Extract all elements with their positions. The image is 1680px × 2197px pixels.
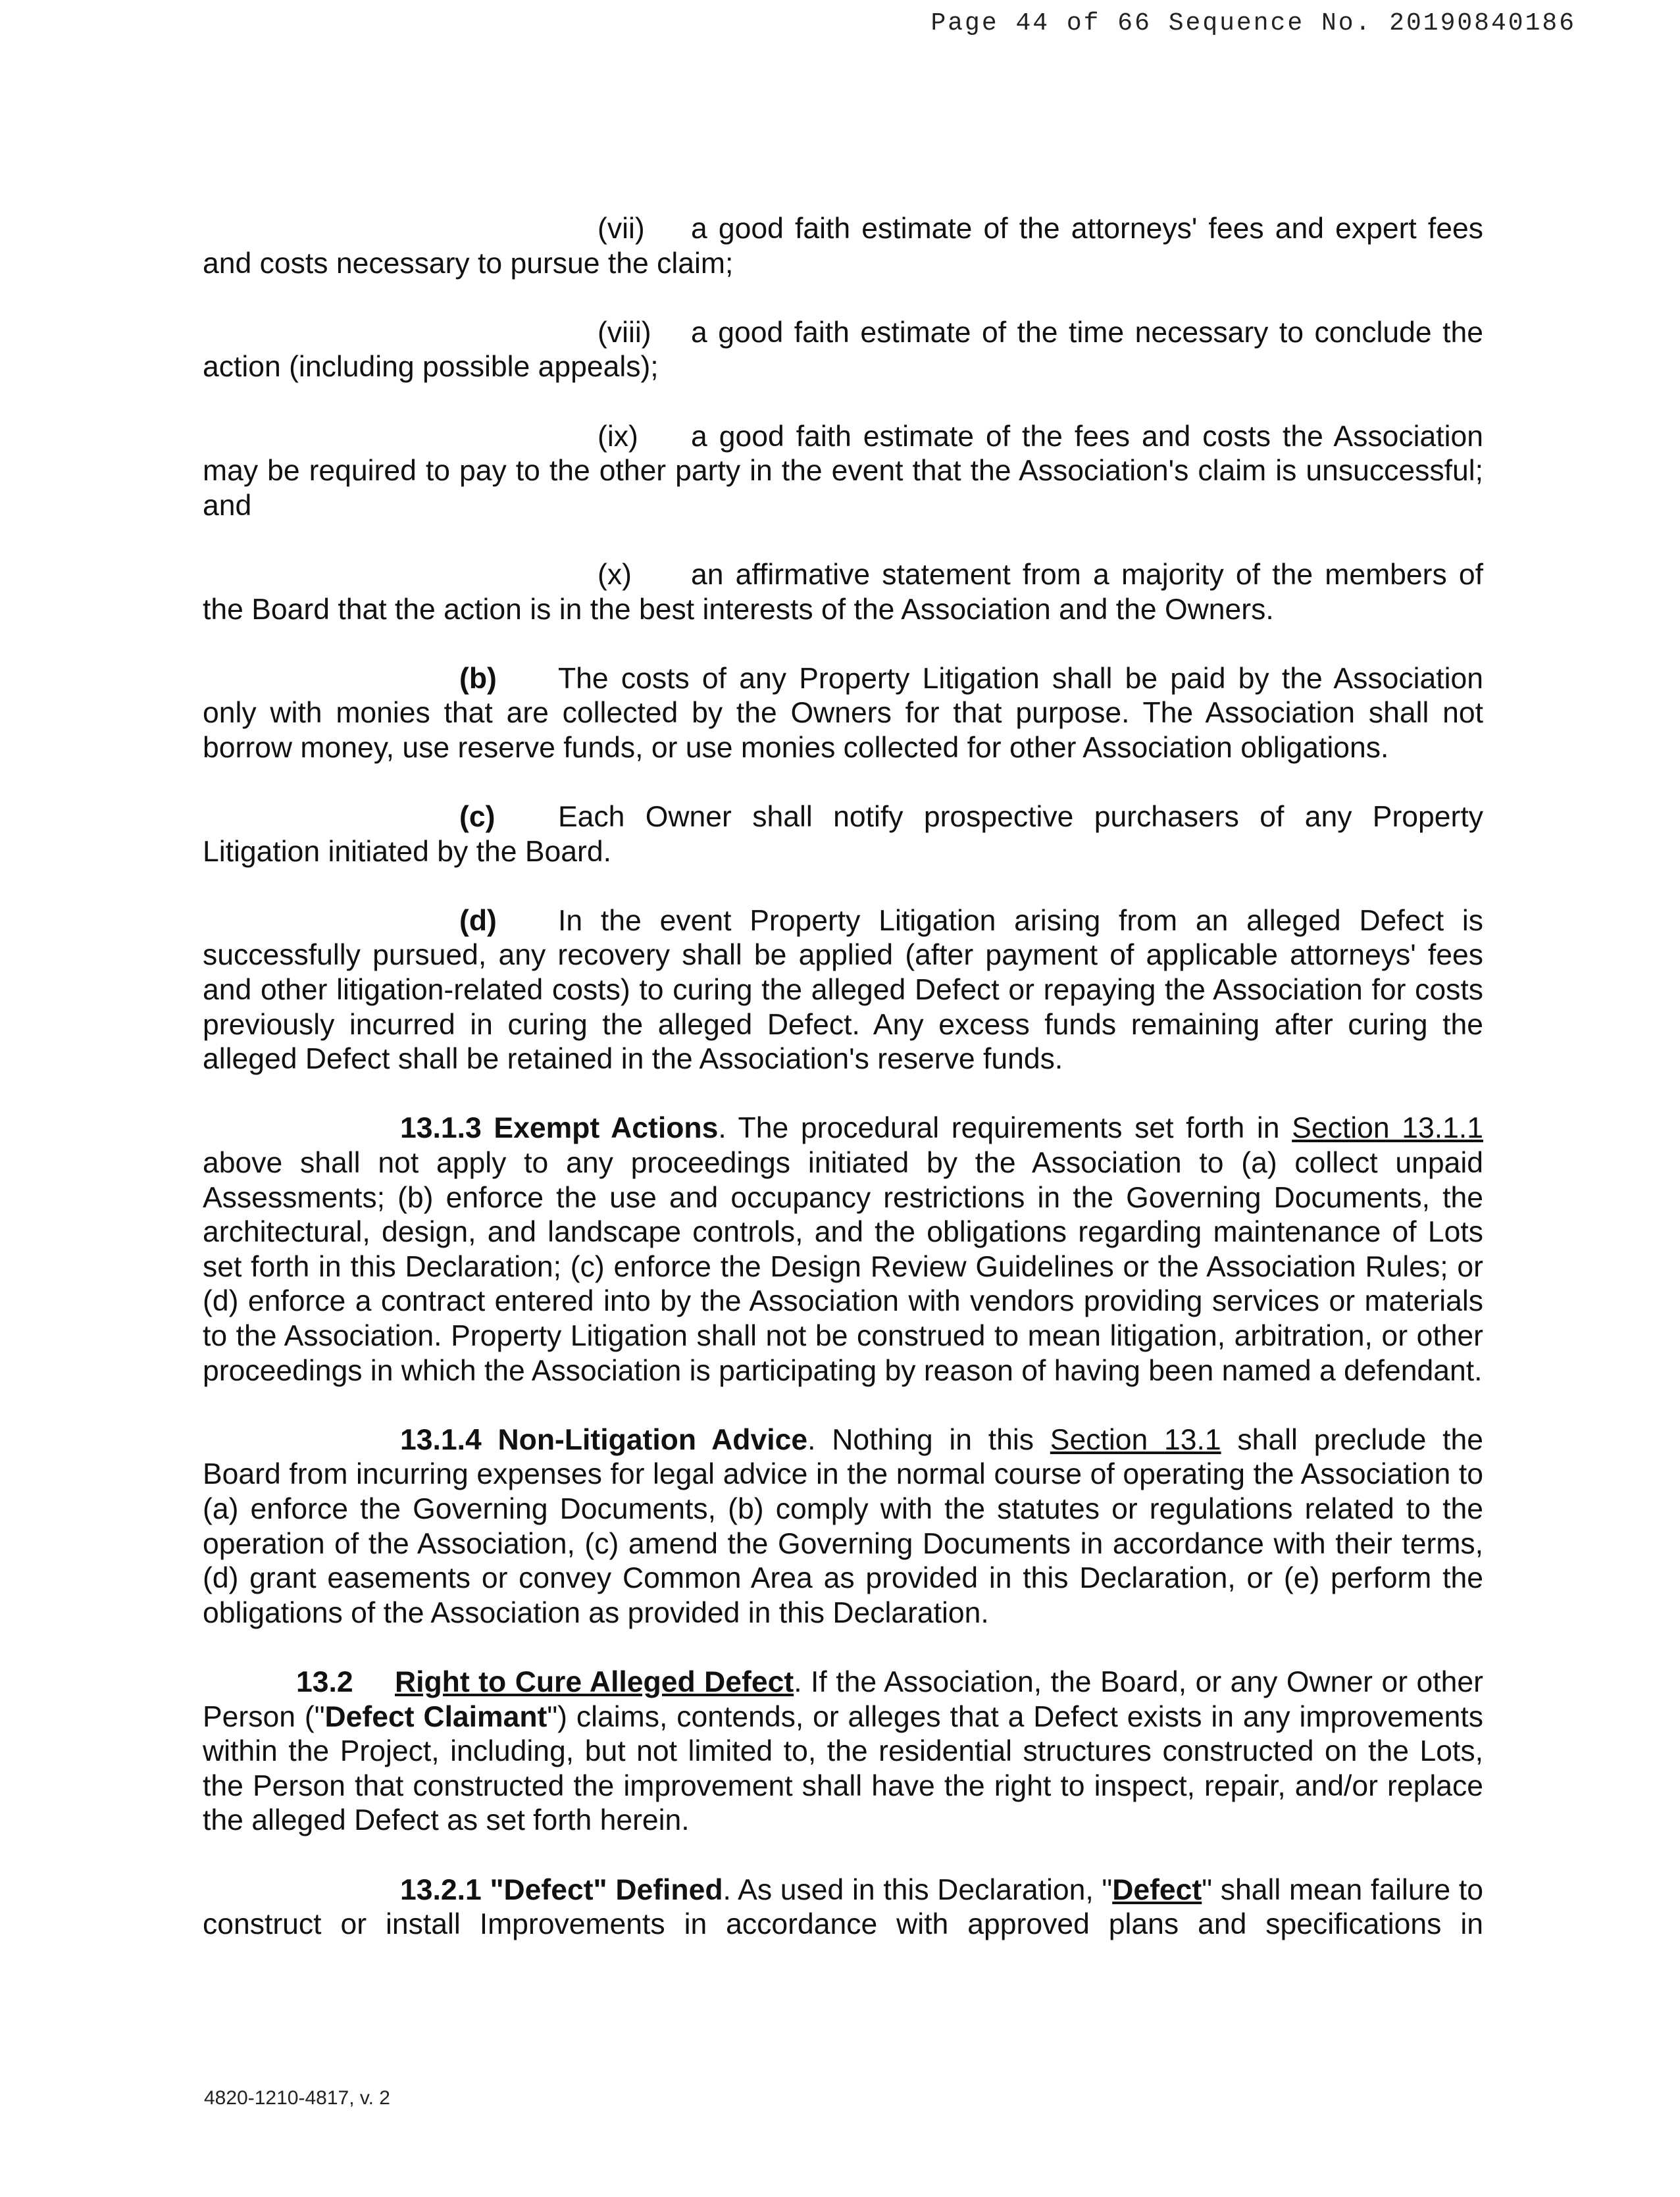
- document-footer-id: 4820-1210-4817, v. 2: [204, 2087, 390, 2109]
- section-13-1-4-title: Non-Litigation Advice: [497, 1423, 808, 1456]
- section-13-1-ref: Section 13.1: [1050, 1423, 1221, 1456]
- section-13-1-1-ref: Section 13.1.1: [1292, 1112, 1483, 1145]
- item-b: [203, 662, 1483, 766]
- item-d-marker: (d): [459, 904, 497, 937]
- item-vii: [203, 212, 1483, 281]
- item-vii-marker: (vii): [598, 213, 645, 245]
- section-13-1-4-text-b: shall preclude the Board from incurring expenses for legal advice in the normal course of operating the Association to (a) enforce the Governing Documents, (b) comply with the statutes or regulations related to the operation of the Association, (c) amend the Governing Documents in accordance with their terms, (d) grant easements or convey Common Area as provided in this Declaration, or (e) perform the obligations of the Association as provided in this Declaration.: [203, 1423, 1483, 1629]
- item-vii-text: a good faith estimate of the attorneys' fees and expert fees and costs necessary to pursue the claim;: [203, 213, 1483, 280]
- item-d: [203, 904, 1483, 1077]
- section-13-2-1-title: "Defect" Defined: [490, 1873, 723, 1906]
- section-13-1-3-number: 13.1.3: [400, 1112, 482, 1145]
- section-13-2-text-a: . If the Association, the Board, or any Owner or other Person (": [203, 1665, 1483, 1733]
- section-13-2-text-b: ") claims, contends, or alleges that a Defect exists in any improvements within the Project, including, but not limited to, the residential structures constructed on the Lots, the Person that constructed the improvement shall have the right to inspect, repair, and/or replace the alleged Defect as set forth herein.: [203, 1700, 1483, 1837]
- item-c: [203, 800, 1483, 869]
- item-b-text: The costs of any Property Litigation shall be paid by the Association only with monies that are collected by the Owners for that purpose. The Association shall not borrow money, use reserve funds, or use monies collected for other Association obligations.: [203, 662, 1483, 764]
- item-x-text: an affirmative statement from a majority of the members of the Board that the action is in the best interests of the Association and the Owners.: [203, 558, 1483, 626]
- document-body: [203, 212, 1483, 1942]
- item-c-text: Each Owner shall notify prospective purchasers of any Property Litigation initiated by the Board.: [203, 801, 1483, 868]
- item-x-marker: (x): [598, 558, 632, 591]
- section-13-2-1-number: 13.2.1: [400, 1873, 482, 1906]
- page-header: Page 44 of 66 Sequence No. 20190840186: [930, 9, 1576, 38]
- item-viii-text: a good faith estimate of the time necessary to conclude the action (including possible appeals);: [203, 316, 1483, 384]
- section-13-1-4: [203, 1423, 1483, 1631]
- section-13-2-1: [203, 1873, 1483, 1942]
- section-13-2-title: Right to Cure Alleged Defect: [395, 1665, 794, 1698]
- section-13-2-1-text-a: . As used in this Declaration, ": [723, 1873, 1113, 1906]
- section-13-1-4-number: 13.1.4: [400, 1423, 482, 1456]
- item-viii-marker: (viii): [598, 316, 651, 349]
- defect-claimant-term: Defect Claimant: [324, 1700, 547, 1733]
- item-d-text: In the event Property Litigation arising from an alleged Defect is successfully pursued, any recovery shall be applied (after payment of applicable attorneys' fees and other litigation-related costs) to curing the alleged Defect or repaying the Association for costs previously incurred in curing the alleged Defect. Any excess funds remaining after curing the alleged Defect shall be retained in the Association's reserve funds.: [203, 904, 1483, 1076]
- item-viii: [203, 316, 1483, 385]
- item-x: [203, 558, 1483, 627]
- section-13-1-3-title: Exempt Actions: [494, 1112, 719, 1145]
- section-13-1-4-text-a: . Nothing in this: [807, 1423, 1050, 1456]
- section-13-2: [203, 1665, 1483, 1838]
- section-13-1-3: [203, 1111, 1483, 1388]
- section-13-1-3-text-a: . The procedural requirements set forth in: [718, 1112, 1292, 1145]
- section-13-2-1-text-b: " shall mean failure to construct or install Improvements in accordance with approved plans and specifications in: [203, 1873, 1483, 1941]
- item-ix: [203, 420, 1483, 524]
- item-b-marker: (b): [459, 662, 497, 695]
- section-13-1-3-text-b: above shall not apply to any proceedings initiated by the Association to (a) collect unpaid Assessments; (b) enforce the use and occupancy restrictions in the Governing Documents, the architectural, design, and landscape controls, and the obligations regarding maintenance of Lots set forth in this Declaration; (c) enforce the Design Review Guidelines or the Association Rules; or (d) enforce a contract entered into by the Association with vendors providing services or materials to the Association. Property Litigation shall not be construed to mean litigation, arbitration, or other proceedings in which the Association is participating by reason of having been named a defendant.: [203, 1147, 1483, 1387]
- item-c-marker: (c): [459, 801, 496, 834]
- section-13-2-number: 13.2: [296, 1665, 353, 1698]
- item-ix-marker: (ix): [598, 420, 638, 453]
- defect-term: Defect: [1112, 1873, 1202, 1906]
- item-ix-text: a good faith estimate of the fees and costs the Association may be required to pay to the other party in the event that the Association's claim is unsuccessful; and: [203, 420, 1483, 522]
